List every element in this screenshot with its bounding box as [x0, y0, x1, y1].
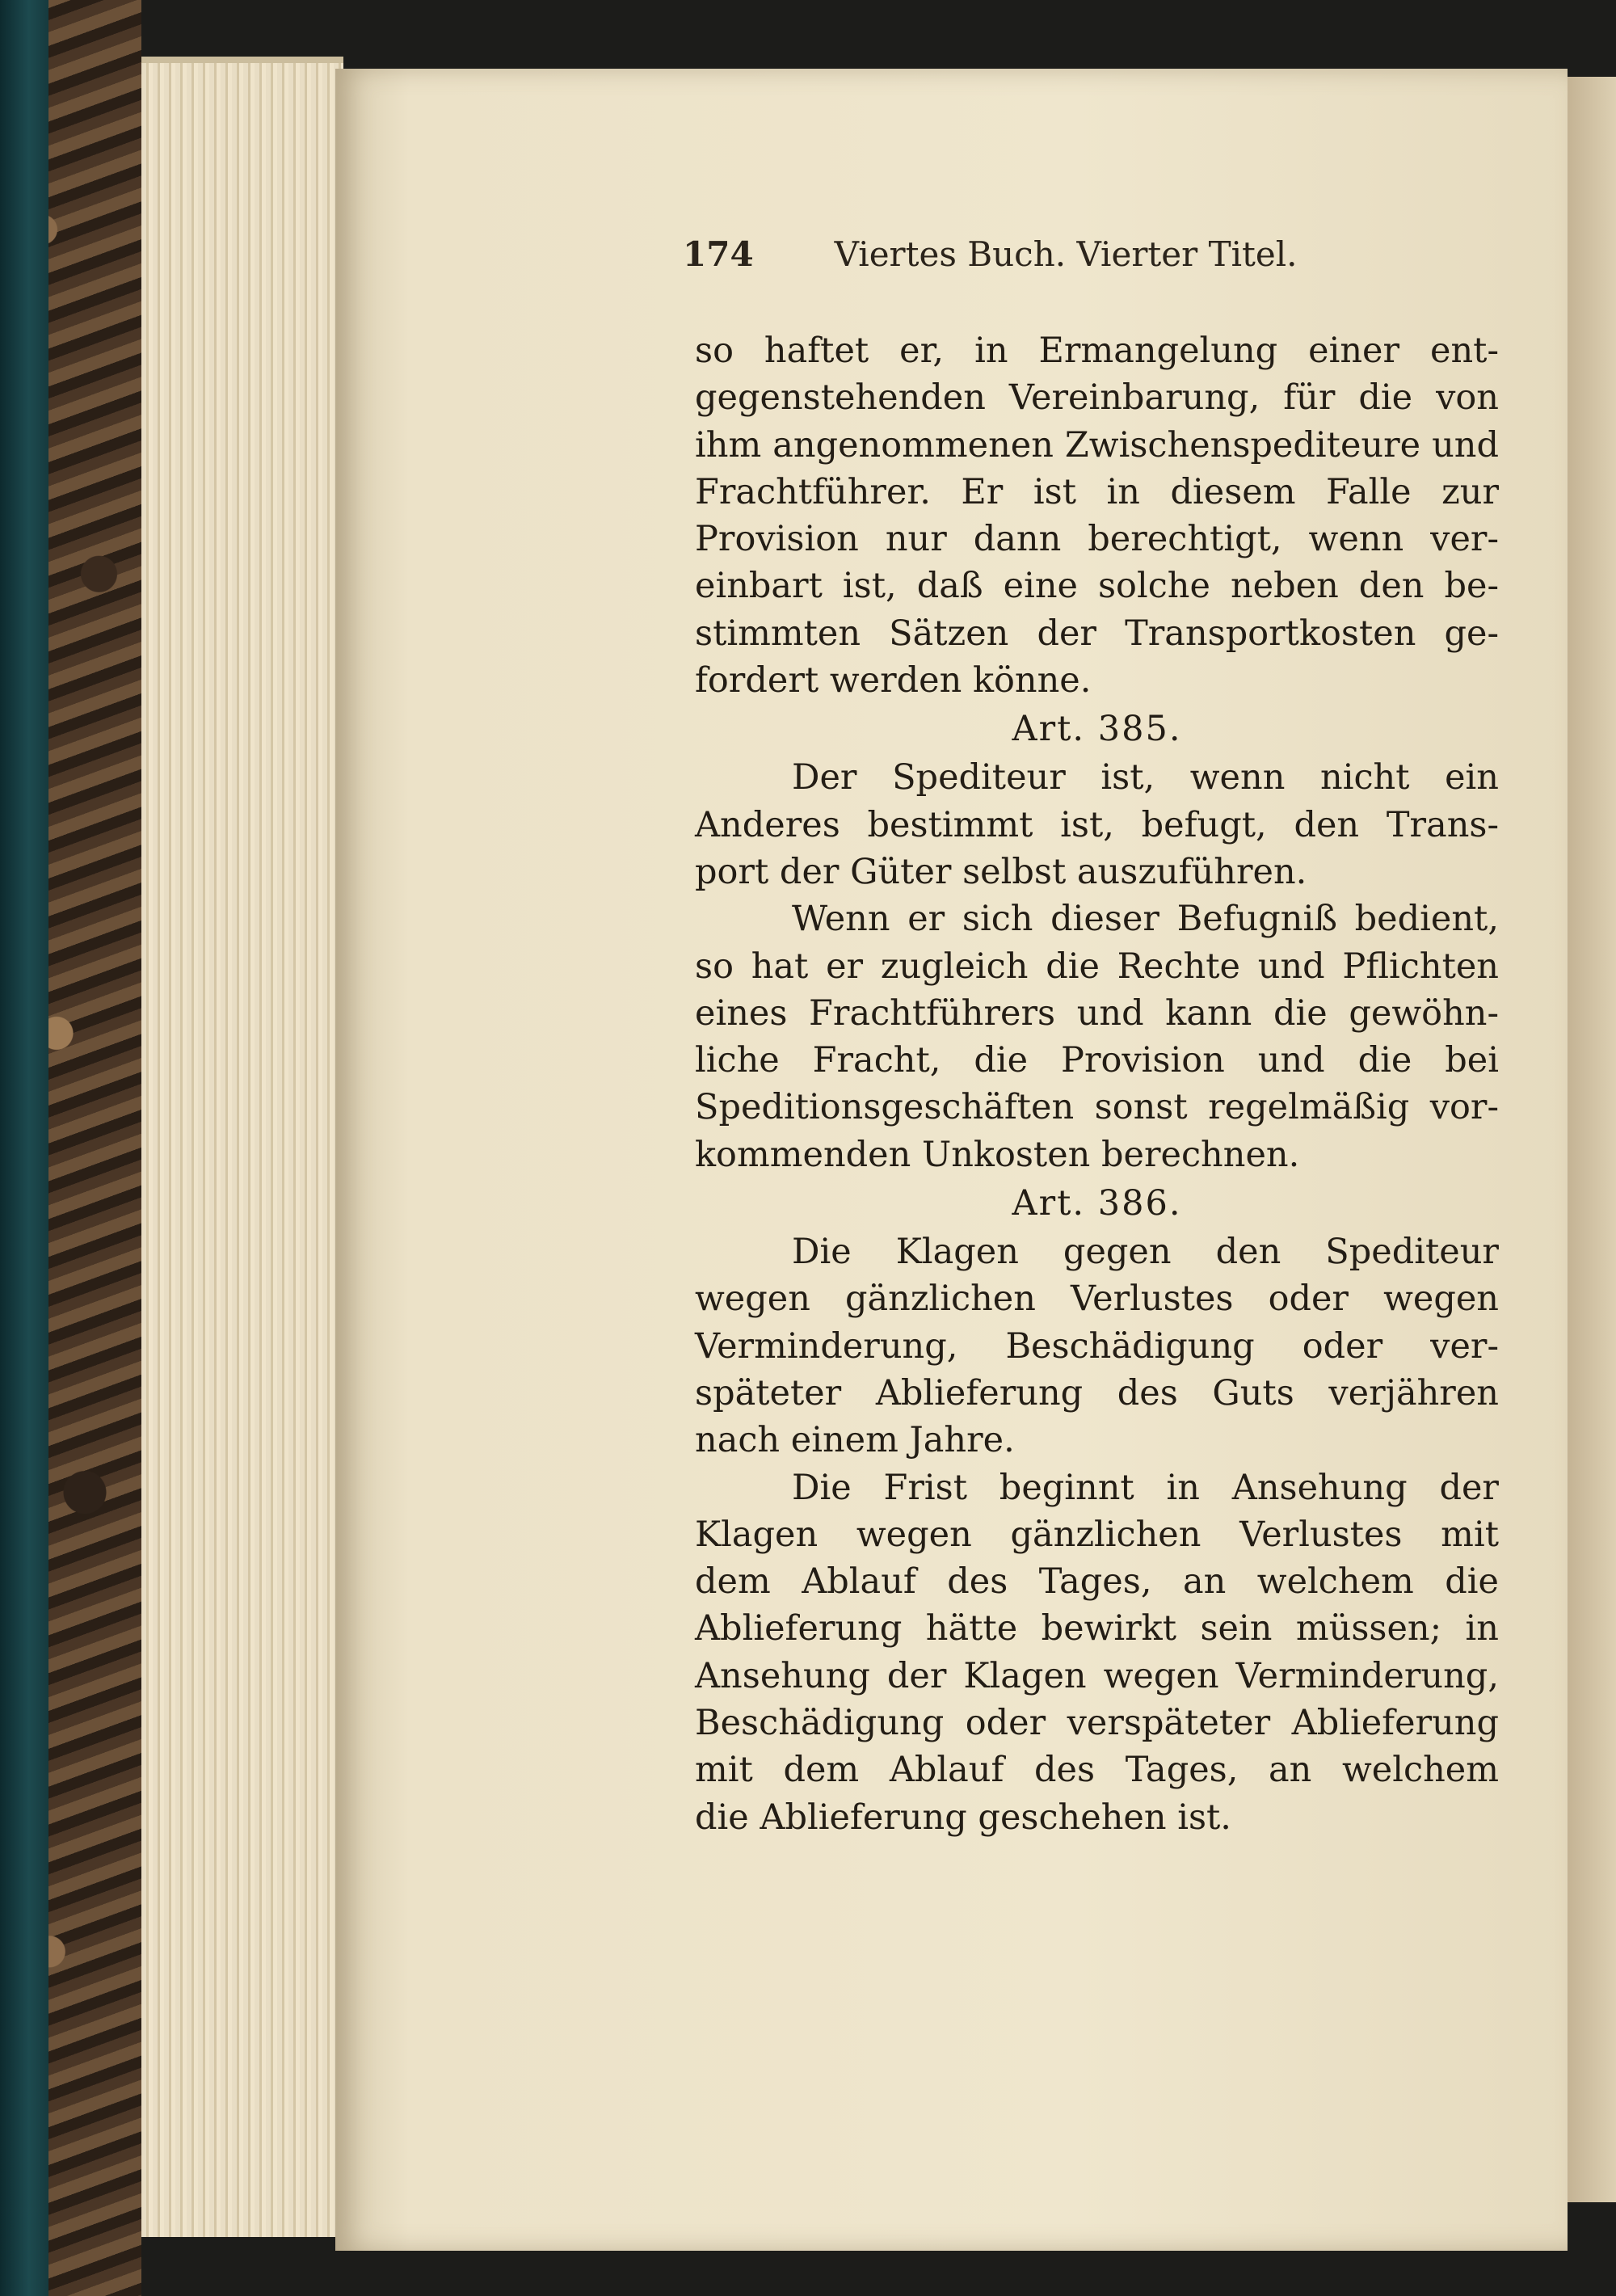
text-line: gegenstehenden Vereinbarung, für die von	[695, 377, 1499, 419]
text-line: mit dem Ablauf des Tages, an welchem	[695, 1750, 1499, 1791]
text-line: Beschädigung oder verspäteter Ablieferung	[695, 1703, 1499, 1744]
text-line: Provision nur dann berechtigt, wenn ver-	[695, 519, 1499, 560]
text-block	[695, 327, 1499, 1841]
text-line: liche Fracht, die Provision und die bei	[695, 1040, 1499, 1081]
article-heading: Art. 385.	[1012, 709, 1182, 750]
text-line: nach einem Jahre.	[695, 1420, 1015, 1461]
text-line: port der Güter selbst auszuführen.	[695, 851, 1307, 892]
running-head	[683, 234, 1329, 283]
text-line: wegen gänzlichen Verlustes oder wegen	[695, 1279, 1499, 1320]
text-line: Der Spediteur ist, wenn nicht ein	[792, 757, 1499, 798]
text-line: Klagen wegen gänzlichen Verlustes mit	[695, 1514, 1499, 1555]
text-line: Verminderung, Beschädigung oder ver-	[695, 1325, 1499, 1367]
text-line: kommenden Unkosten berechnen.	[695, 1134, 1300, 1175]
text-line: einbart ist, daß eine solche neben den be-	[695, 566, 1499, 607]
text-line: eines Frachtführers und kann die gewöhn-	[695, 992, 1499, 1034]
page-block-edges	[141, 57, 343, 2237]
text-line: fordert werden könne.	[695, 660, 1092, 701]
text-line: stimmten Sätzen der Transportkosten ge-	[695, 613, 1499, 654]
text-line: Ablieferung hätte bewirkt sein müssen; in	[695, 1608, 1499, 1649]
text-line: Frachtführer. Er ist in diesem Falle zur	[695, 471, 1499, 512]
text-line: späteter Ablieferung des Guts verjähren	[695, 1372, 1499, 1413]
text-line: dem Ablauf des Tages, an welchem die	[695, 1561, 1499, 1603]
text-line: Wenn er sich dieser Befugniß bedient,	[792, 899, 1499, 940]
text-line: Die Frist beginnt in Ansehung der	[792, 1467, 1499, 1508]
text-line: Speditionsgeschäften sonst regelmäßig vor-	[695, 1087, 1499, 1128]
text-line: die Ablieferung geschehen ist.	[695, 1797, 1231, 1838]
page-number: 174	[683, 234, 754, 274]
cover-edge	[0, 0, 48, 2296]
running-title: Viertes Buch. Vierter Titel.	[834, 234, 1298, 274]
article-heading: Art. 386.	[1012, 1183, 1182, 1224]
text-line: Die Klagen gegen den Spediteur	[792, 1232, 1499, 1273]
text-line: Ansehung der Klagen wegen Verminderung,	[695, 1655, 1499, 1696]
facing-page-edge	[1568, 77, 1616, 2202]
text-line: so hat er zugleich die Rechte und Pflichten	[695, 946, 1499, 987]
text-line: so haftet er, in Ermangelung einer ent-	[695, 331, 1499, 371]
text-line: Anderes bestimmt ist, befugt, den Trans-	[695, 804, 1499, 845]
text-line: ihm angenommenen Zwischenspediteure und	[695, 424, 1499, 466]
